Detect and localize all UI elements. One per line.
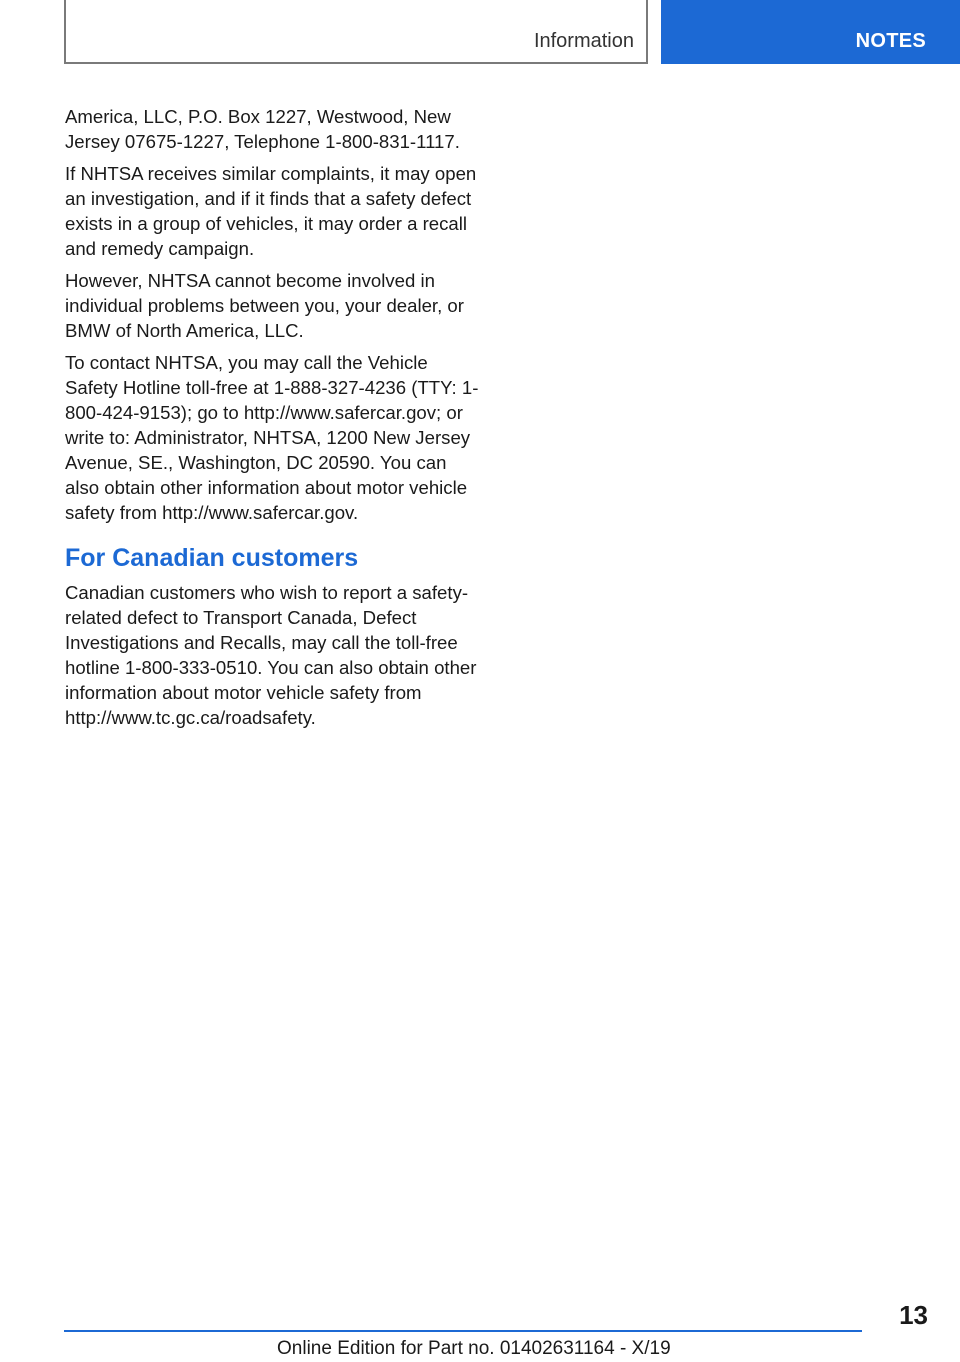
paragraph-contact-nhtsa: To contact NHTSA, you may call the Vehicle Safety Hotline toll-free at 1-888-327-4236 (TTY: 1-800-424-9153); go to http://www.safercar.gov; or write to: Administrator, NHTSA, 1200 New Jersey Avenue, SE., Washington, DC 20590. You can also obtain other information about motor vehicle safety from http://www.safercar.gov. — [65, 352, 479, 523]
chapter-tab-label: NOTES — [855, 30, 926, 52]
footer-divider — [64, 1330, 862, 1332]
paragraph-complaints: If NHTSA receives similar complaints, it may open an investigation, and if it finds that a safety defect exists in a group of vehicles, it may order a recall and remedy campaign. — [65, 163, 477, 259]
header-section-title: Information — [533, 30, 634, 52]
footer-edition: Online Edition for Part no. 01402631164 - X/19 — [277, 1338, 671, 1359]
paragraph-canadian: Canadian customers who wish to report a safety-related defect to Transport Canada, Defect Investigations and Recalls, may call the toll-free hotline 1-800-333-0510. You can also obtain other information about motor vehicle safety from http://www.tc.gc.ca/roadsafety. — [65, 582, 477, 728]
chapter-tab[interactable] — [661, 0, 960, 64]
header-section-box — [64, 0, 648, 64]
section-heading-canadian: For Canadian customers — [65, 544, 359, 572]
paragraph-individual-problems: However, NHTSA cannot become involved in individual problems between you, your dealer, or BMW of North America, LLC. — [65, 270, 464, 341]
paragraph-address: America, LLC, P.O. Box 1227, Westwood, New Jersey 07675-1227, Telephone 1-800-831-1117. — [65, 106, 460, 152]
main-content — [65, 104, 483, 737]
page-number: 13 — [899, 1300, 928, 1330]
